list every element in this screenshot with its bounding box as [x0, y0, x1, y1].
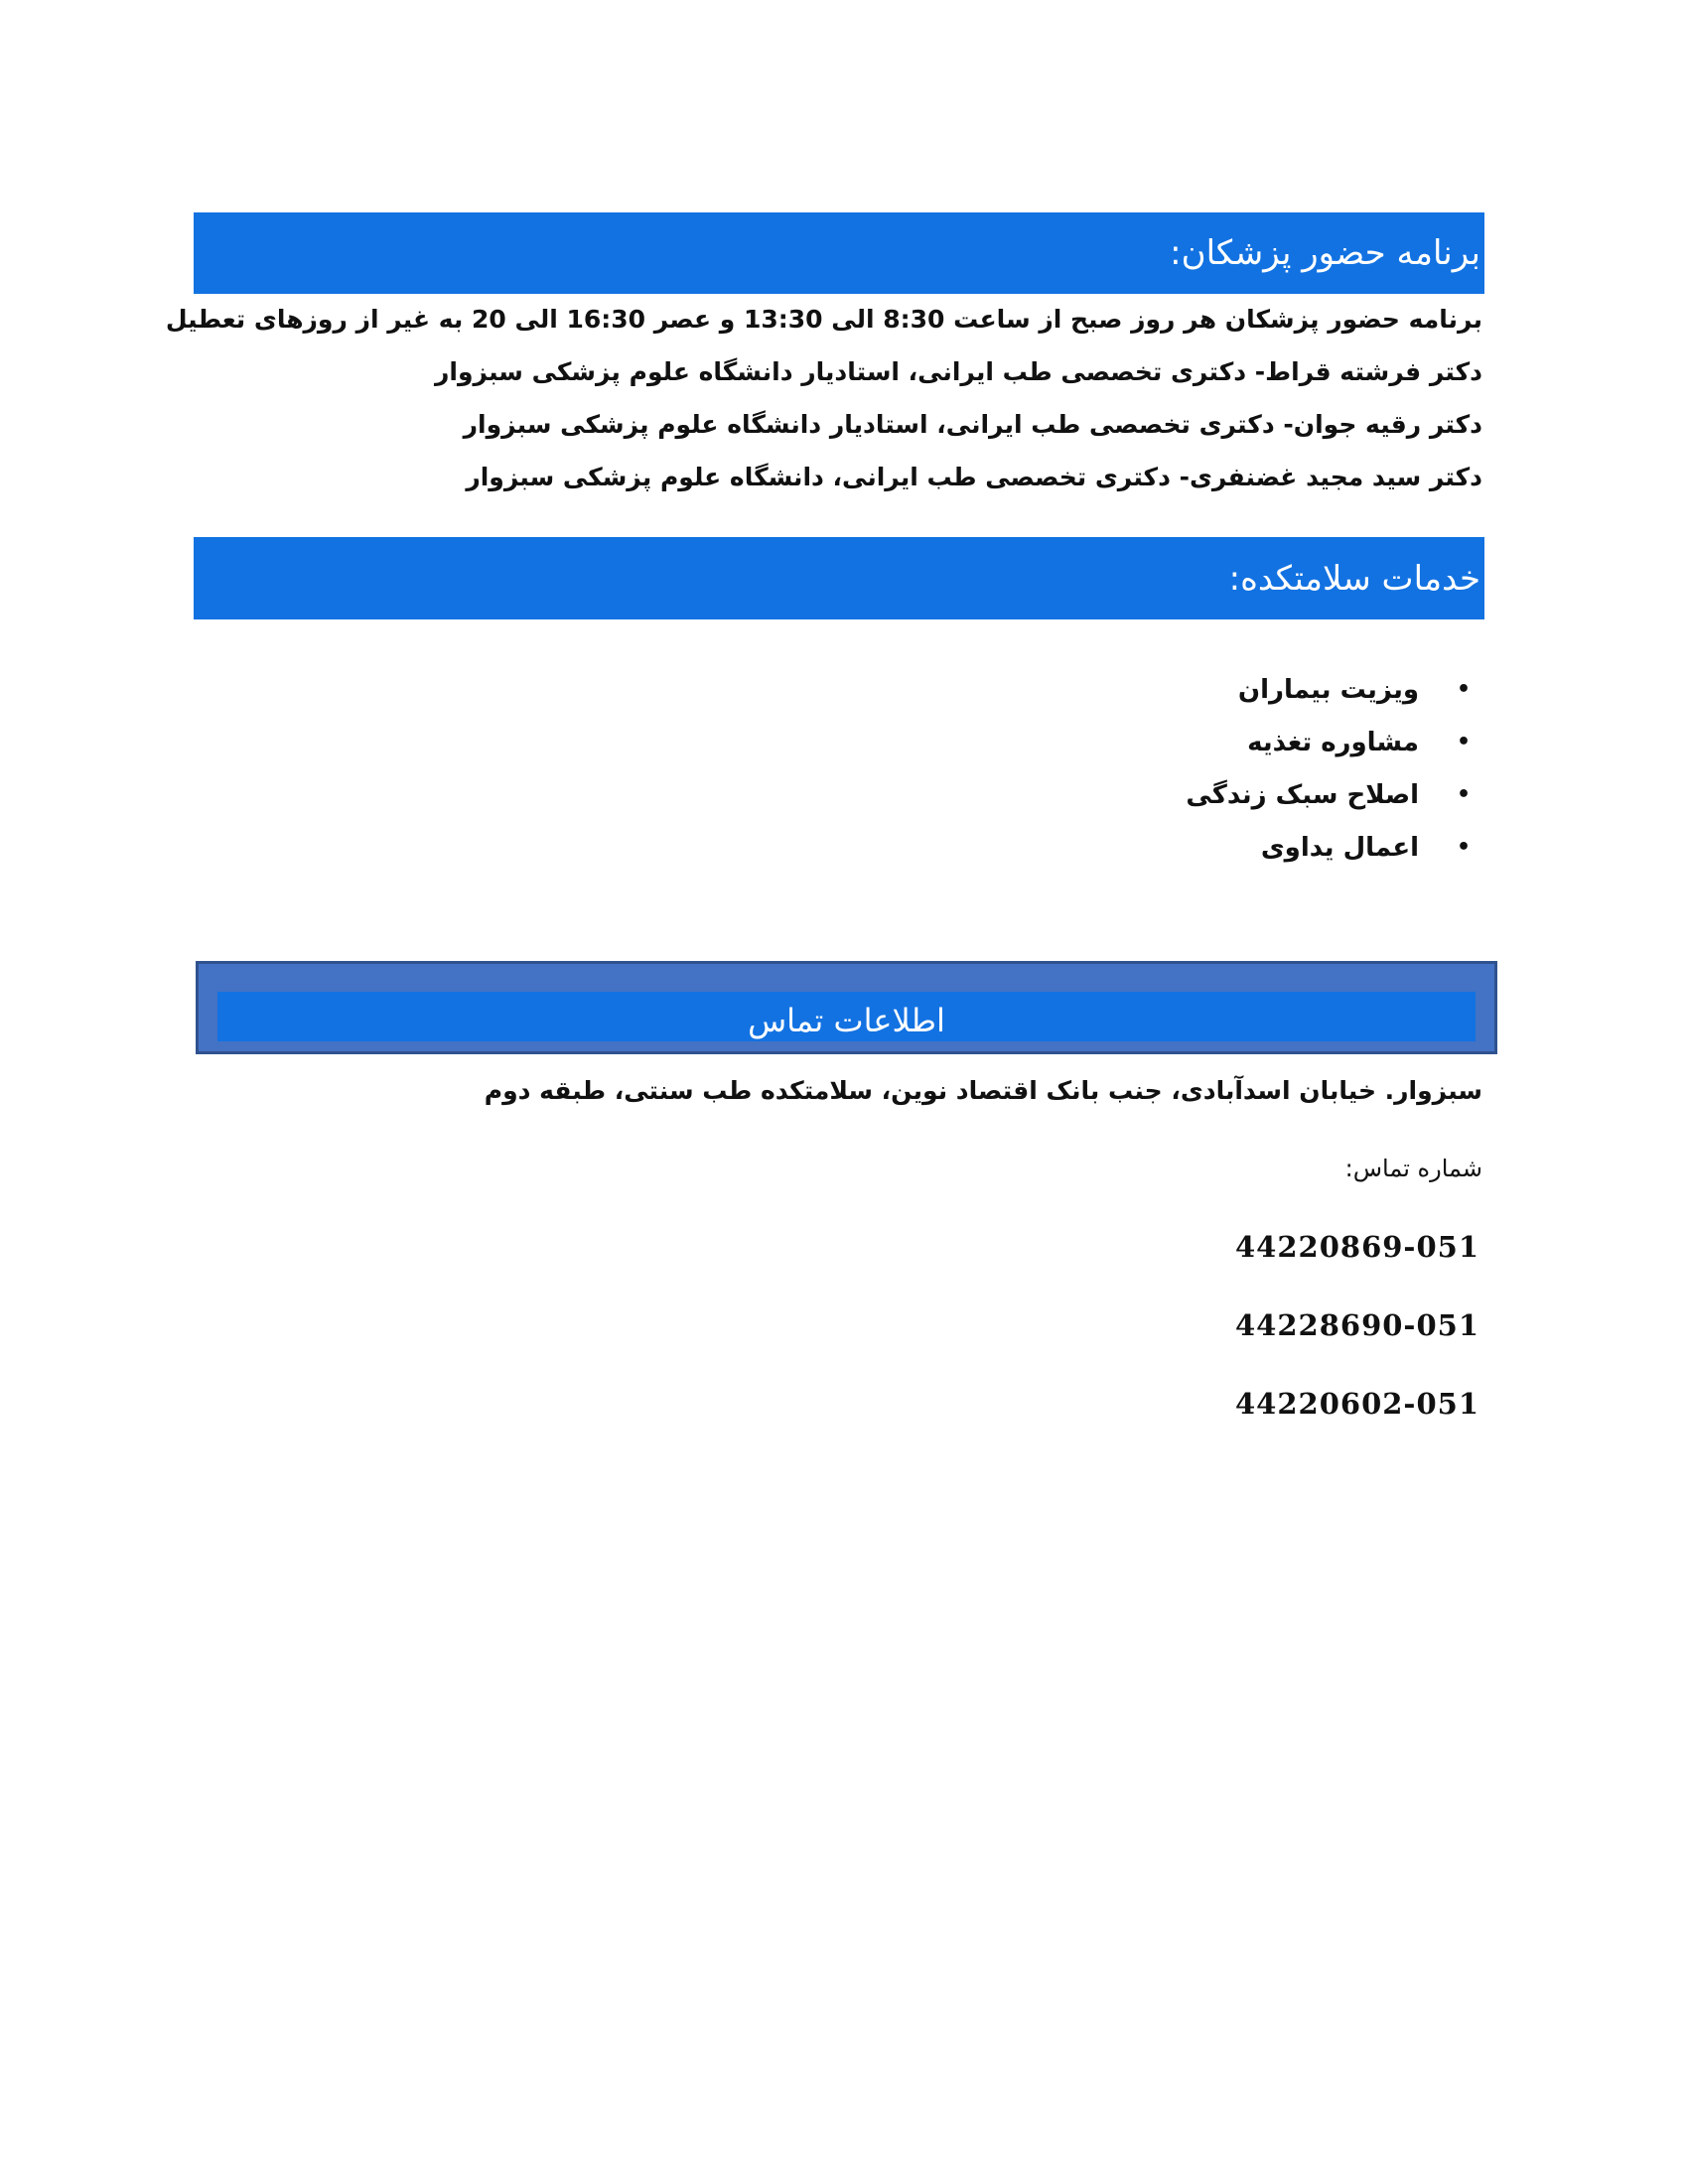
contact-heading: اطلاعات تماس	[748, 1002, 945, 1039]
services-heading-banner	[194, 537, 1484, 619]
service-label: مشاوره تغذیه	[1247, 727, 1419, 757]
doctor-entry: دکتر سید مجید غضنفری- دکتری تخصصی طب ایرانی، دانشگاه علوم پزشکی سبزوار	[466, 463, 1482, 491]
bullet-icon: •	[1456, 782, 1472, 807]
contact-heading-frame	[196, 961, 1497, 1054]
contact-heading-banner	[217, 992, 1476, 1041]
phone-number: 44228690-051	[1235, 1308, 1479, 1342]
doctor-entry: دکتر رقیه جوان- دکتری تخصصی طب ایرانی، استادیار دانشگاه علوم پزشکی سبزوار	[463, 410, 1482, 439]
schedule-text: برنامه حضور پزشکان هر روز صبح از ساعت 8:30 الی 13:30 و عصر 16:30 الی 20 به غیر از روزهای تعطیل	[165, 305, 1482, 334]
doctor-entry: دکتر فرشته قراط- دکتری تخصصی طب ایرانی، استادیار دانشگاه علوم پزشکی سبزوار	[435, 357, 1482, 386]
service-label: ویزیت بیماران	[1237, 674, 1419, 705]
list-item	[1186, 821, 1482, 874]
service-label: اعمال یداوی	[1260, 832, 1419, 863]
services-heading: خدمات سلامتکده:	[1228, 558, 1480, 599]
list-item	[1186, 768, 1482, 821]
list-item	[1186, 716, 1482, 768]
doctors-schedule-heading: برنامه حضور پزشکان:	[1170, 233, 1480, 273]
phone-number: 44220602-051	[1235, 1387, 1479, 1421]
address-text: سبزوار. خیابان اسدآبادی، جنب بانک اقتصاد نوین، سلامتکده طب سنتی، طبقه دوم	[484, 1076, 1482, 1105]
services-list	[1186, 663, 1482, 874]
bullet-icon: •	[1456, 730, 1472, 754]
bullet-icon: •	[1456, 835, 1472, 860]
list-item	[1186, 663, 1482, 716]
bullet-icon: •	[1456, 677, 1472, 702]
phone-number: 44220869-051	[1235, 1230, 1479, 1264]
service-label: اصلاح سبک زندگی	[1186, 779, 1419, 810]
doctors-schedule-heading-banner	[194, 212, 1484, 294]
phone-label: شماره تماس:	[1344, 1155, 1482, 1182]
